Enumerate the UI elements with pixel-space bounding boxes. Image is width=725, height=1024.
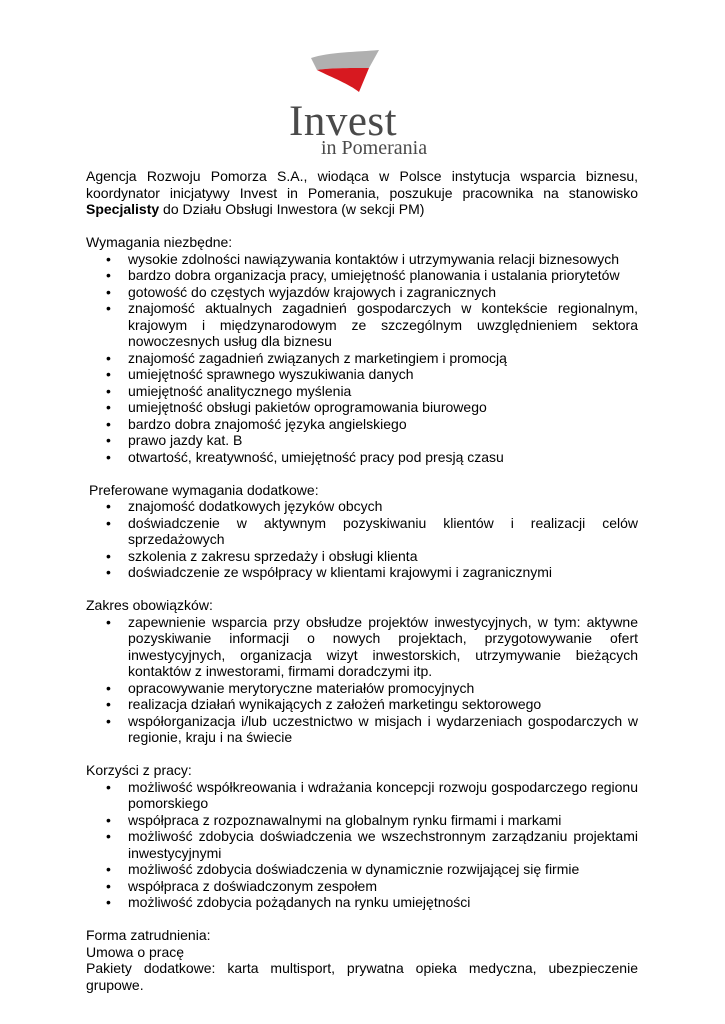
list-item: • znajomość aktualnych zagadnień gospodarczych w kontekście regionalnym, krajowym i międzynarodowym ze szczególnym uwzględnieniem sektora nowoczesnych usług dla biznesu [86, 300, 638, 350]
list-item: • bardzo dobra znajomość języka angielskiego [86, 416, 638, 433]
list-item: • możliwość współkreowania i wdrażania koncepcji rozwoju gospodarczego regionu pomorskiego [86, 779, 638, 812]
list-item: • realizacja działań wynikających z założeń marketingu sektorowego [86, 696, 638, 713]
list-item: • otwartość, kreatywność, umiejętność pracy pod presją czasu [86, 449, 638, 466]
list-item: • znajomość dodatkowych języków obcych [86, 498, 638, 515]
benefits-heading: Korzyści z pracy: [86, 762, 192, 778]
employment-packages: Pakiety dodatkowe: karta multisport, prywatna opieka medyczna, ubezpieczenie grupowe. [86, 960, 638, 993]
list-item: • współpraca z rozpoznawalnymi na globalnym rynku firmami i markami [86, 812, 638, 829]
job-posting [86, 168, 638, 993]
requirements-heading: Wymagania niezbędne: [86, 234, 233, 250]
invest-in-pomerania-logo [285, 48, 445, 160]
position-title: Specjalisty [86, 201, 160, 217]
employment-heading: Forma zatrudnienia: [86, 927, 211, 943]
list-item: • możliwość zdobycia pożądanych na rynku umiejętności [86, 894, 638, 911]
list-item: • zapewnienie wsparcia przy obsłudze projektów inwestycyjnych, w tym: aktywne pozyskiwanie informacji o nowych projektach, przygotowywanie ofert inwestycyjnych, organizacja wizyt inwestorskich, utrzymywanie bieżących kontaktów z inwestorami, firmami doradczymi itp. [86, 614, 638, 680]
list-item: • możliwość zdobycia doświadczenia we wszechstronnym zarządzaniu projektami inwestycyjnymi [86, 828, 638, 861]
intro-text-end: do Działu Obsługi Inwestora (w sekcji PM) [159, 201, 425, 217]
list-item: • gotowość do częstych wyjazdów krajowych i zagranicznych [86, 284, 638, 301]
logo-text-invest: Invest [289, 98, 398, 145]
list-item: • znajomość zagadnień związanych z marketingiem i promocją [86, 350, 638, 367]
preferred-heading: Preferowane wymagania dodatkowe: [89, 481, 319, 498]
duties-list [86, 614, 638, 746]
preferred-list [86, 498, 638, 581]
intro-text: Agencja Rozwoju Pomorza S.A., wiodąca w Polsce instytucja wsparcia biznesu, koordynator inicjatywy Invest in Pomerania, poszukuje pracownika na stanowisko [86, 168, 638, 201]
list-item: • doświadczenie ze współpracy w klientami krajowymi i zagranicznymi [86, 564, 638, 581]
duties-heading: Zakres obowiązków: [86, 597, 213, 613]
list-item: • wysokie zdolności nawiązywania kontaktów i utrzymywania relacji biznesowych [86, 251, 638, 268]
list-item: • umiejętność analitycznego myślenia [86, 383, 638, 400]
list-item: • opracowywanie merytoryczne materiałów promocyjnych [86, 680, 638, 697]
employment-contract: Umowa o pracę [86, 943, 185, 960]
list-item: • szkolenia z zakresu sprzedaży i obsługi klienta [86, 548, 638, 565]
flag-ribbon-icon [309, 48, 381, 96]
list-item: • umiejętność obsługi pakietów oprogramowania biurowego [86, 399, 638, 416]
intro-paragraph [86, 168, 638, 218]
benefits-list [86, 779, 638, 911]
list-item: • umiejętność sprawnego wyszukiwania danych [86, 366, 638, 383]
list-item: • bardzo dobra organizacja pracy, umiejętność planowania i ustalania priorytetów [86, 267, 638, 284]
list-item: • współpraca z doświadczonym zespołem [86, 878, 638, 895]
list-item: • możliwość zdobycia doświadczenia w dynamicznie rozwijającej się firmie [86, 861, 638, 878]
list-item: • współorganizacja i/lub uczestnictwo w misjach i wydarzeniach gospodarczych w regionie, kraju i na świecie [86, 713, 638, 746]
list-item: • prawo jazdy kat. B [86, 432, 638, 449]
list-item: • doświadczenie w aktywnym pozyskiwaniu klientów i realizacji celów sprzedażowych [86, 515, 638, 548]
logo-text-in-pomerania: in Pomerania [321, 137, 428, 159]
requirements-list [86, 251, 638, 466]
